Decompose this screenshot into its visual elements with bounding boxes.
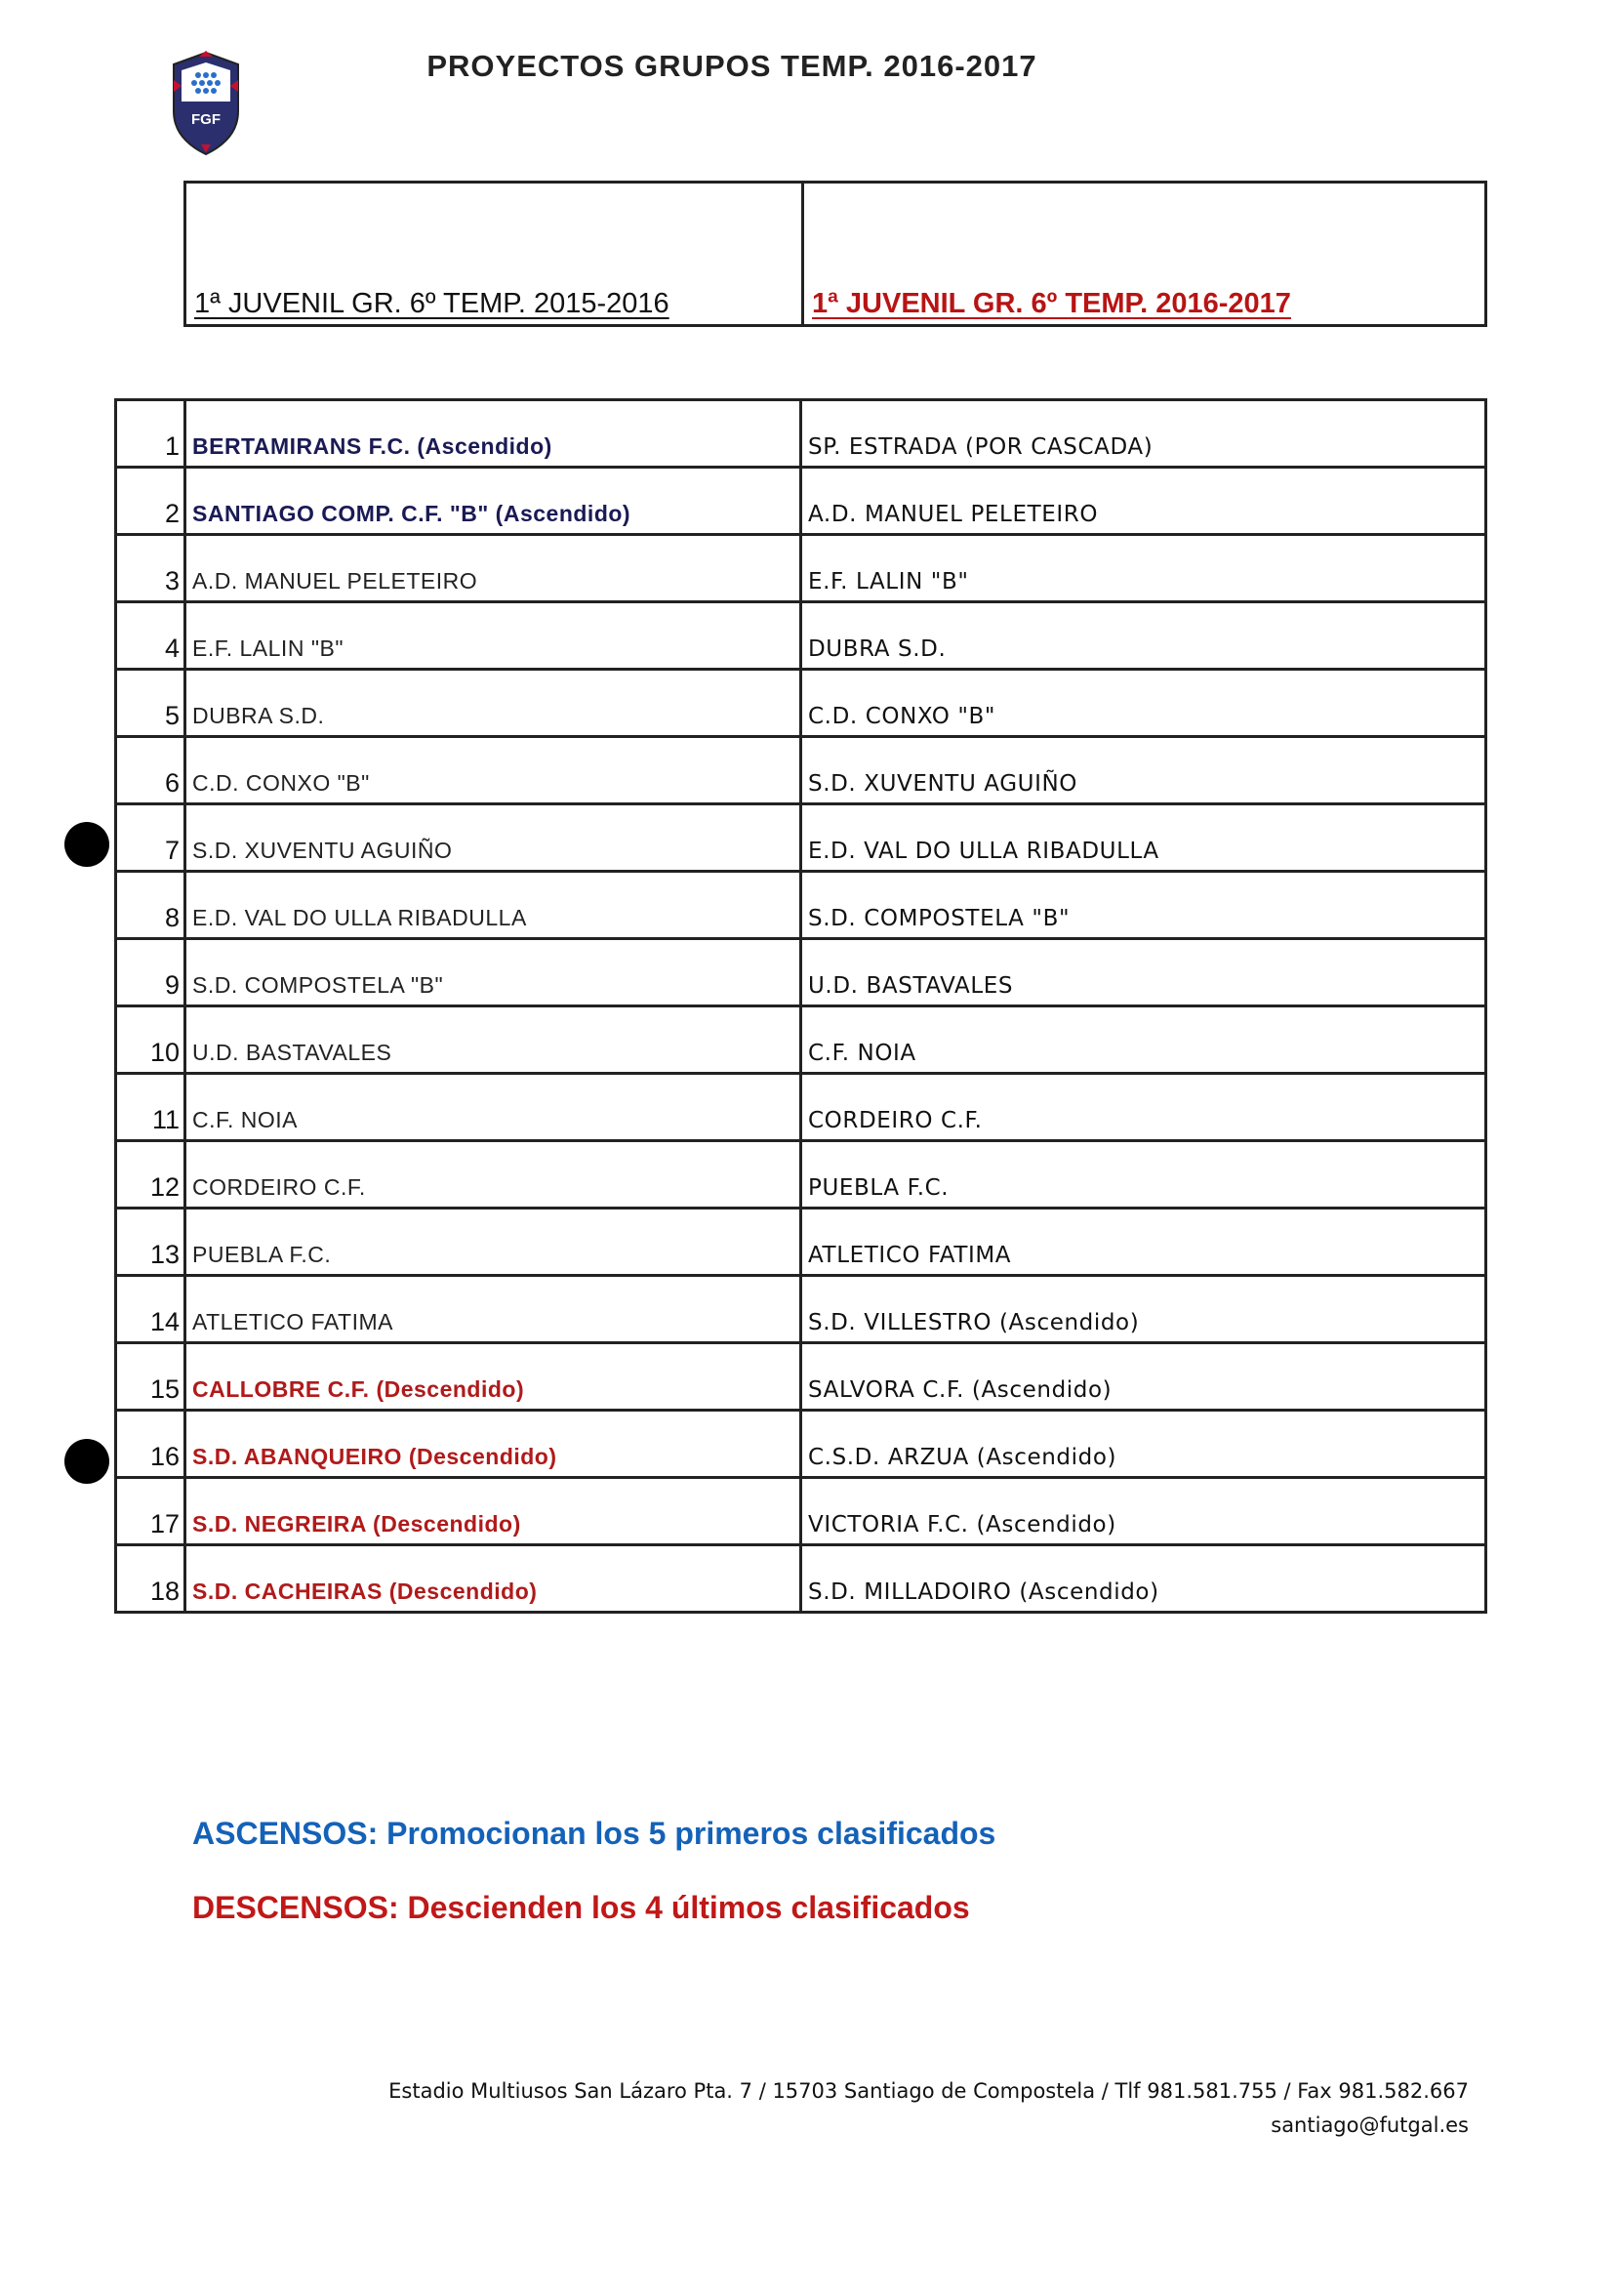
table-row <box>116 535 1486 602</box>
position-cell: 1 <box>116 400 185 468</box>
next-season-team: SALVORA C.F. (Ascendido) <box>801 1343 1486 1411</box>
position-cell: 15 <box>116 1343 185 1411</box>
table-row <box>116 1411 1486 1478</box>
next-season-label: 1ª JUVENIL GR. 6º TEMP. 2016-2017 <box>812 288 1291 319</box>
position-cell: 11 <box>116 1074 185 1141</box>
next-season-team: SP. ESTRADA (POR CASCADA) <box>801 400 1486 468</box>
position-cell: 2 <box>116 468 185 535</box>
previous-season-team: CORDEIRO C.F. <box>185 1141 801 1209</box>
footer-address: Estadio Multiusos San Lázaro Pta. 7 / 15703 Santiago de Compostela / Tlf 981.581.755 / Fax 981.582.667 <box>388 2079 1469 2103</box>
position-cell: 6 <box>116 737 185 804</box>
table-row <box>116 1074 1486 1141</box>
table-row <box>116 1276 1486 1343</box>
page-title: PROYECTOS GRUPOS TEMP. 2016-2017 <box>426 49 1037 83</box>
table-row <box>116 468 1486 535</box>
position-cell: 18 <box>116 1545 185 1613</box>
next-season-team: U.D. BASTAVALES <box>801 939 1486 1006</box>
previous-season-team: S.D. XUVENTU AGUIÑO <box>185 804 801 872</box>
next-season-team: ATLETICO FATIMA <box>801 1209 1486 1276</box>
previous-season-team: CALLOBRE C.F. (Descendido) <box>185 1343 801 1411</box>
table-row <box>116 804 1486 872</box>
header-cell-next <box>804 184 1484 324</box>
previous-season-team: U.D. BASTAVALES <box>185 1006 801 1074</box>
position-cell: 9 <box>116 939 185 1006</box>
footer-email: santiago@futgal.es <box>1271 2113 1469 2137</box>
previous-season-team: ATLETICO FATIMA <box>185 1276 801 1343</box>
table-row <box>116 670 1486 737</box>
next-season-team: C.F. NOIA <box>801 1006 1486 1074</box>
previous-season-team: S.D. CACHEIRAS (Descendido) <box>185 1545 801 1613</box>
position-cell: 17 <box>116 1478 185 1545</box>
table-row <box>116 1209 1486 1276</box>
next-season-team: S.D. MILLADOIRO (Ascendido) <box>801 1545 1486 1613</box>
position-cell: 8 <box>116 872 185 939</box>
position-cell: 5 <box>116 670 185 737</box>
fgf-logo <box>166 51 246 156</box>
position-cell: 14 <box>116 1276 185 1343</box>
previous-season-team: C.D. CONXO "B" <box>185 737 801 804</box>
season-header-table <box>183 181 1487 327</box>
previous-season-team: BERTAMIRANS F.C. (Ascendido) <box>185 400 801 468</box>
previous-season-team: SANTIAGO COMP. C.F. "B" (Ascendido) <box>185 468 801 535</box>
logo-text: FGF <box>191 111 221 128</box>
previous-season-team: PUEBLA F.C. <box>185 1209 801 1276</box>
previous-season-team: S.D. COMPOSTELA "B" <box>185 939 801 1006</box>
table-row <box>116 737 1486 804</box>
table-row <box>116 1141 1486 1209</box>
next-season-team: S.D. XUVENTU AGUIÑO <box>801 737 1486 804</box>
next-season-team: A.D. MANUEL PELETEIRO <box>801 468 1486 535</box>
previous-season-team: E.D. VAL DO ULLA RIBADULLA <box>185 872 801 939</box>
position-cell: 7 <box>116 804 185 872</box>
table-row <box>116 1478 1486 1545</box>
table-row <box>116 1545 1486 1613</box>
position-cell: 3 <box>116 535 185 602</box>
teams-table <box>114 398 1487 1614</box>
previous-season-team: A.D. MANUEL PELETEIRO <box>185 535 801 602</box>
previous-season-team: DUBRA S.D. <box>185 670 801 737</box>
next-season-team: DUBRA S.D. <box>801 602 1486 670</box>
next-season-team: C.S.D. ARZUA (Ascendido) <box>801 1411 1486 1478</box>
next-season-team: S.D. COMPOSTELA "B" <box>801 872 1486 939</box>
binder-hole-top <box>64 822 109 867</box>
table-row <box>116 400 1486 468</box>
next-season-team: PUEBLA F.C. <box>801 1141 1486 1209</box>
previous-season-team: S.D. NEGREIRA (Descendido) <box>185 1478 801 1545</box>
table-row <box>116 1343 1486 1411</box>
position-cell: 13 <box>116 1209 185 1276</box>
previous-season-label: 1ª JUVENIL GR. 6º TEMP. 2015-2016 <box>194 288 669 319</box>
binder-hole-bottom <box>64 1439 109 1484</box>
position-cell: 16 <box>116 1411 185 1478</box>
position-cell: 12 <box>116 1141 185 1209</box>
header-cell-previous <box>186 184 804 324</box>
table-row <box>116 872 1486 939</box>
next-season-team: E.F. LALIN "B" <box>801 535 1486 602</box>
next-season-team: VICTORIA F.C. (Ascendido) <box>801 1478 1486 1545</box>
table-row <box>116 1006 1486 1074</box>
table-row <box>116 602 1486 670</box>
next-season-team: E.D. VAL DO ULLA RIBADULLA <box>801 804 1486 872</box>
position-cell: 4 <box>116 602 185 670</box>
previous-season-team: C.F. NOIA <box>185 1074 801 1141</box>
descensos-note: DESCENSOS: Descienden los 4 últimos clasificados <box>192 1890 970 1925</box>
position-cell: 10 <box>116 1006 185 1074</box>
next-season-team: S.D. VILLESTRO (Ascendido) <box>801 1276 1486 1343</box>
previous-season-team: E.F. LALIN "B" <box>185 602 801 670</box>
previous-season-team: S.D. ABANQUEIRO (Descendido) <box>185 1411 801 1478</box>
ascensos-note: ASCENSOS: Promocionan los 5 primeros clasificados <box>192 1816 996 1851</box>
table-row <box>116 939 1486 1006</box>
next-season-team: CORDEIRO C.F. <box>801 1074 1486 1141</box>
next-season-team: C.D. CONXO "B" <box>801 670 1486 737</box>
